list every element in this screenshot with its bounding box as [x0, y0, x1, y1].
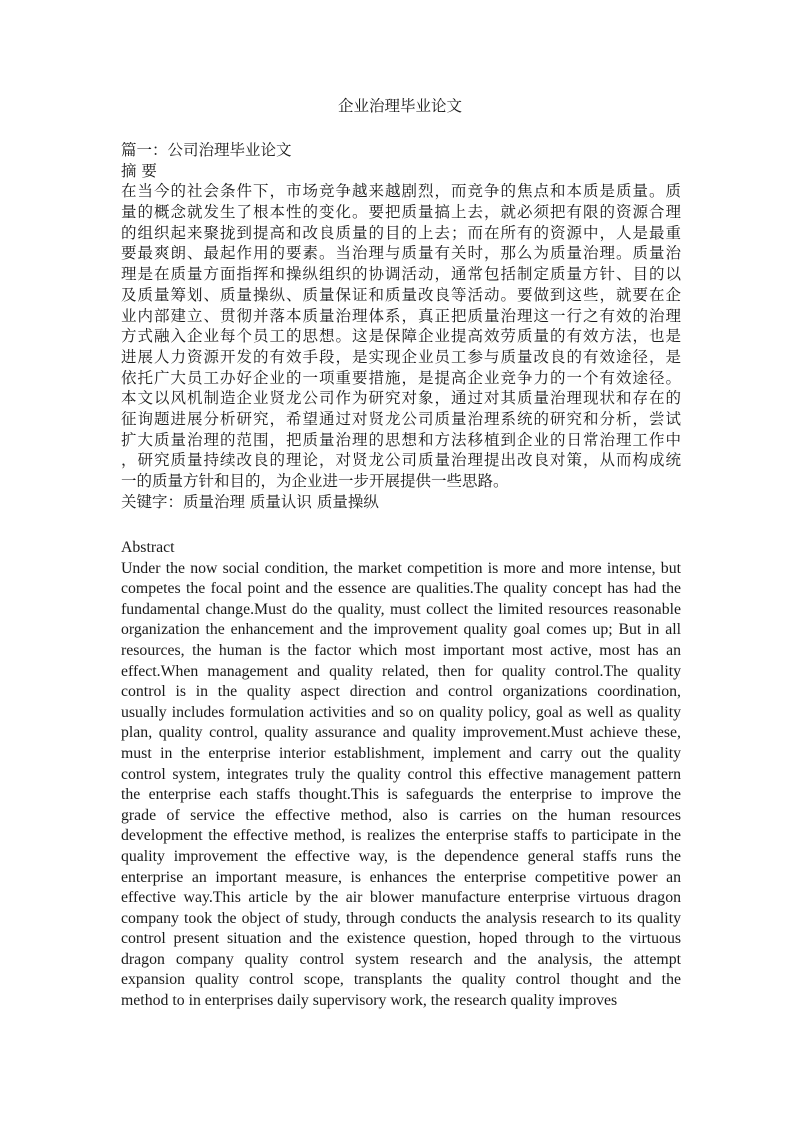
abstract-en-line: grade of service the effective method, also is carries on the human resources — [121, 806, 681, 824]
abstract-en-line: company took the object of study, through conducts the analysis research to its quality — [121, 909, 681, 927]
abstract-en-line: fundamental change.Must do the quality, must collect the limited resources reasonable — [121, 600, 681, 618]
abstract-en-line: expansion quality control scope, transplants the quality control thought and the — [121, 971, 681, 989]
abstract-zh-line: 扩大质量治理的范围，把质量治理的思想和方法移植到企业的日常治理工作中 — [121, 430, 681, 449]
abstract-zh-line: 在当今的社会条件下，市场竞争越来越剧烈，而竞争的焦点和本质是质量。质 — [121, 182, 681, 201]
abstract-en-line: dragon company quality control system research and the analysis, the attempt — [121, 950, 681, 968]
keywords-line: 关键字：质量治理 质量认识 质量操纵 — [121, 492, 379, 511]
abstract-en-line: plan, quality control, quality assurance and quality improvement.Must achieve these, — [121, 724, 681, 742]
abstract-en-line: Under the now social condition, the market competition is more and more intense, but — [121, 559, 681, 577]
abstract-zh-line: 进展人力资源开发的有效手段，是实现企业员工参与质量改良的有效途径，是 — [121, 347, 681, 366]
section-heading: 篇一：公司治理毕业论文 — [121, 141, 292, 159]
abstract-en-body — [121, 559, 681, 1012]
abstract-zh-line: 业内部建立、贯彻并落本质量治理体系，真正把质量治理这一行之有效的治理 — [121, 306, 681, 325]
abstract-zh-line: 依托广大员工办好企业的一项重要措施，是提高企业竞争力的一个有效途径。 — [121, 368, 681, 387]
abstract-zh-line: 量的概念就发生了根本性的变化。要把质量搞上去，就必须把有限的资源合理 — [121, 203, 681, 222]
abstract-zh-line: 本文以风机制造企业贤龙公司作为研究对象，通过对其质量治理现状和存在的 — [121, 389, 681, 408]
abstract-zh-body — [121, 181, 681, 491]
abstract-en-line: control system, integrates truly the quality control this effective management pattern — [121, 765, 681, 783]
abstract-zh-line: 征询题进展分析研究，希望通过对贤龙公司质量治理系统的研究和分析，尝试 — [121, 409, 681, 428]
abstract-en-line: competes the focal point and the essence are qualities.The quality concept has had the — [121, 580, 681, 598]
abstract-zh-line: 及质量筹划、质量操纵、质量保证和质量改良等活动。要做到这些，就要在企 — [121, 285, 681, 304]
abstract-zh-line: 方式融入企业每个员工的思想。这是保障企业提高效劳质量的有效方法，也是 — [121, 327, 681, 346]
abstract-en-line: the enterprise each staffs thought.This is safeguards the enterprise to improve the — [121, 786, 681, 804]
abstract-en-line: development the effective method, is realizes the enterprise staffs to participate in the — [121, 827, 681, 845]
document-title: 企业治理毕业论文 — [337, 97, 462, 115]
abstract-zh-line: 的组织起来聚拢到提高和改良质量的目的上去；而在所有的资源中，人是最重 — [121, 223, 681, 242]
abstract-zh-line: ，研究质量持续改良的理论，对贤龙公司质量治理提出改良对策，从而构成统 — [121, 451, 681, 470]
abstract-en-line: quality improvement the effective way, is the dependence general staffs runs the — [121, 847, 681, 865]
english-section — [121, 538, 681, 1012]
abstract-en-line: resources, the human is the factor which most important most active, most has an — [121, 641, 681, 659]
abstract-label-zh: 摘 要 — [121, 161, 157, 180]
abstract-zh-line: 理是在质量方面指挥和操纵组织的协调活动，通常包括制定质量方针、目的以 — [121, 265, 681, 284]
abstract-en-line: control present situation and the existence question, hoped through to the virtuous — [121, 930, 681, 948]
abstract-label-en: Abstract — [121, 539, 175, 556]
abstract-en-line: method to in enterprises daily supervisory work, the research quality improves — [121, 992, 618, 1010]
chinese-section — [121, 140, 681, 512]
abstract-en-line: usually includes formulation activities and so on quality policy, goal as well as quality — [121, 703, 681, 721]
abstract-en-line: effective way.This article by the air blower manufacture enterprise virtuous dragon — [121, 889, 681, 907]
abstract-zh-line: 一的质量方针和目的，为企业进一步开展提供一些思路。 — [121, 472, 509, 490]
abstract-en-line: effect.When management and quality related, then for quality control.The quality — [121, 662, 681, 680]
abstract-en-line: must in the enterprise interior establishment, implement and carry out the quality — [121, 744, 681, 762]
abstract-en-line: control is in the quality aspect direction and control organizations coordination, — [121, 683, 681, 701]
abstract-zh-line: 要最爽朗、最起作用的要素。当治理与质量有关时，那么为质量治理。质量治 — [121, 244, 681, 263]
abstract-en-line: enterprise an important measure, is enhances the enterprise competitive power an — [121, 868, 681, 886]
abstract-en-line: organization the enhancement and the improvement quality goal comes up; But in all — [121, 621, 681, 639]
